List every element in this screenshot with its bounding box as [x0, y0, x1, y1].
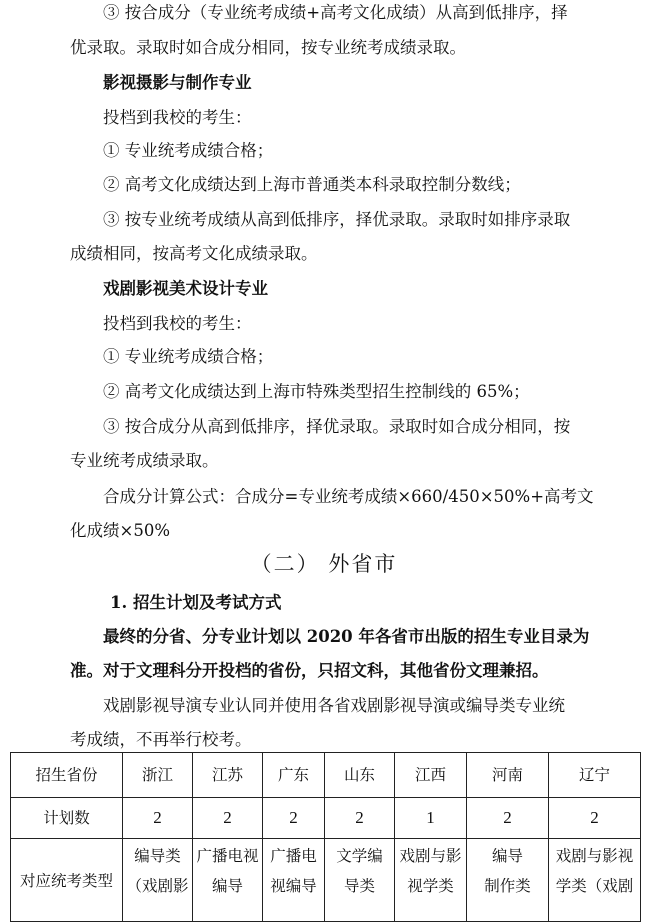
exam-type-line: 文学编: [336, 847, 383, 865]
province-cell: 广东: [263, 753, 325, 798]
province-cell: 辽宁: [549, 753, 641, 798]
exam-type-cell: [325, 839, 395, 922]
paragraph-line: ② 高考文化成绩达到上海市特殊类型招生控制线的 65%；: [103, 382, 530, 401]
exam-type-cell: [193, 839, 263, 922]
exam-type-cell: [549, 839, 641, 922]
paragraph-line: ② 高考文化成绩达到上海市普通类本科录取控制分数线；: [103, 175, 521, 194]
exam-type-line: （戏剧影: [126, 877, 189, 895]
exam-type-line: 戏剧与影视: [555, 847, 634, 865]
paragraph-line: 成绩相同，按高考文化成绩录取。: [70, 244, 318, 263]
paragraph-line: 最终的分省、分专业计划以 2020 年各省市出版的招生专业目录为: [103, 627, 590, 646]
formula-line: 合成分计算公式：合成分=专业统考成绩×660/450×50%+高考文: [103, 487, 594, 506]
exam-type-line: 制作类: [484, 877, 531, 895]
paragraph-line: ③ 按合成分（专业统考成绩+高考文化成绩）从高到低排序，择: [103, 3, 568, 22]
paragraph-line: ③ 按合成分从高到低排序，择优录取。录取时如合成分相同，按: [103, 417, 571, 436]
section-heading: （二） 外省市: [250, 552, 398, 576]
count-cell: 1: [395, 798, 467, 839]
paragraph-line: ① 专业统考成绩合格；: [103, 347, 274, 366]
exam-type-line: 编导: [211, 877, 243, 895]
paragraph-line: 投档到我校的考生：: [103, 108, 252, 127]
table-header-cell: 计划数: [11, 798, 123, 839]
paragraph-line: ① 专业统考成绩合格；: [103, 141, 274, 160]
province-cell: 浙江: [123, 753, 193, 798]
exam-type-line: 编导类: [134, 847, 181, 865]
paragraph-line: 准。对于文理科分开投档的省份，只招文科，其他省份文理兼招。: [70, 661, 549, 680]
sub-heading: 1. 招生计划及考试方式: [110, 593, 282, 612]
count-cell: 2: [325, 798, 395, 839]
paragraph-line: 优录取。录取时如合成分相同，按专业统考成绩录取。: [70, 38, 466, 57]
table-row: [11, 753, 641, 798]
exam-type-cell: [467, 839, 549, 922]
table-row: [11, 798, 641, 839]
paragraph-line: 专业统考成绩录取。: [70, 451, 219, 470]
count-cell: 2: [193, 798, 263, 839]
major-heading-art-design: 戏剧影视美术设计专业: [103, 279, 268, 298]
paragraph-line: 考成绩，不再举行校考。: [70, 730, 252, 749]
paragraph-line: 戏剧影视导演专业认同并使用各省戏剧影视导演或编导类专业统: [103, 696, 565, 715]
paragraph-line: ③ 按专业统考成绩从高到低排序，择优录取。录取时如排序录取: [103, 210, 571, 229]
province-cell: 江苏: [193, 753, 263, 798]
province-cell: 河南: [467, 753, 549, 798]
exam-type-line: 学类（戏剧: [555, 877, 634, 895]
province-cell: 山东: [325, 753, 395, 798]
exam-type-line: 广播电: [270, 847, 317, 865]
exam-type-line: 导类: [343, 877, 375, 895]
exam-type-cell: [123, 839, 193, 922]
exam-type-cell: [263, 839, 325, 922]
table-header-cell: 招生省份: [11, 753, 123, 798]
count-cell: 2: [263, 798, 325, 839]
province-cell: 江西: [395, 753, 467, 798]
enrollment-plan-table: [10, 752, 641, 922]
formula-line: 化成绩×50%: [70, 521, 170, 540]
count-cell: 2: [549, 798, 641, 839]
exam-type-cell: [395, 839, 467, 922]
exam-type-line: 编导: [491, 847, 523, 865]
exam-type-line: 戏剧与影: [399, 847, 462, 865]
table-row: [11, 839, 641, 922]
exam-type-line: 视学类: [407, 877, 454, 895]
table-header-cell: 对应统考类型: [11, 839, 123, 922]
exam-type-line: 视编导: [270, 877, 317, 895]
exam-type-line: 广播电视: [196, 847, 259, 865]
paragraph-line: 投档到我校的考生：: [103, 314, 252, 333]
major-heading-cinematography: 影视摄影与制作专业: [103, 73, 252, 92]
count-cell: 2: [467, 798, 549, 839]
count-cell: 2: [123, 798, 193, 839]
